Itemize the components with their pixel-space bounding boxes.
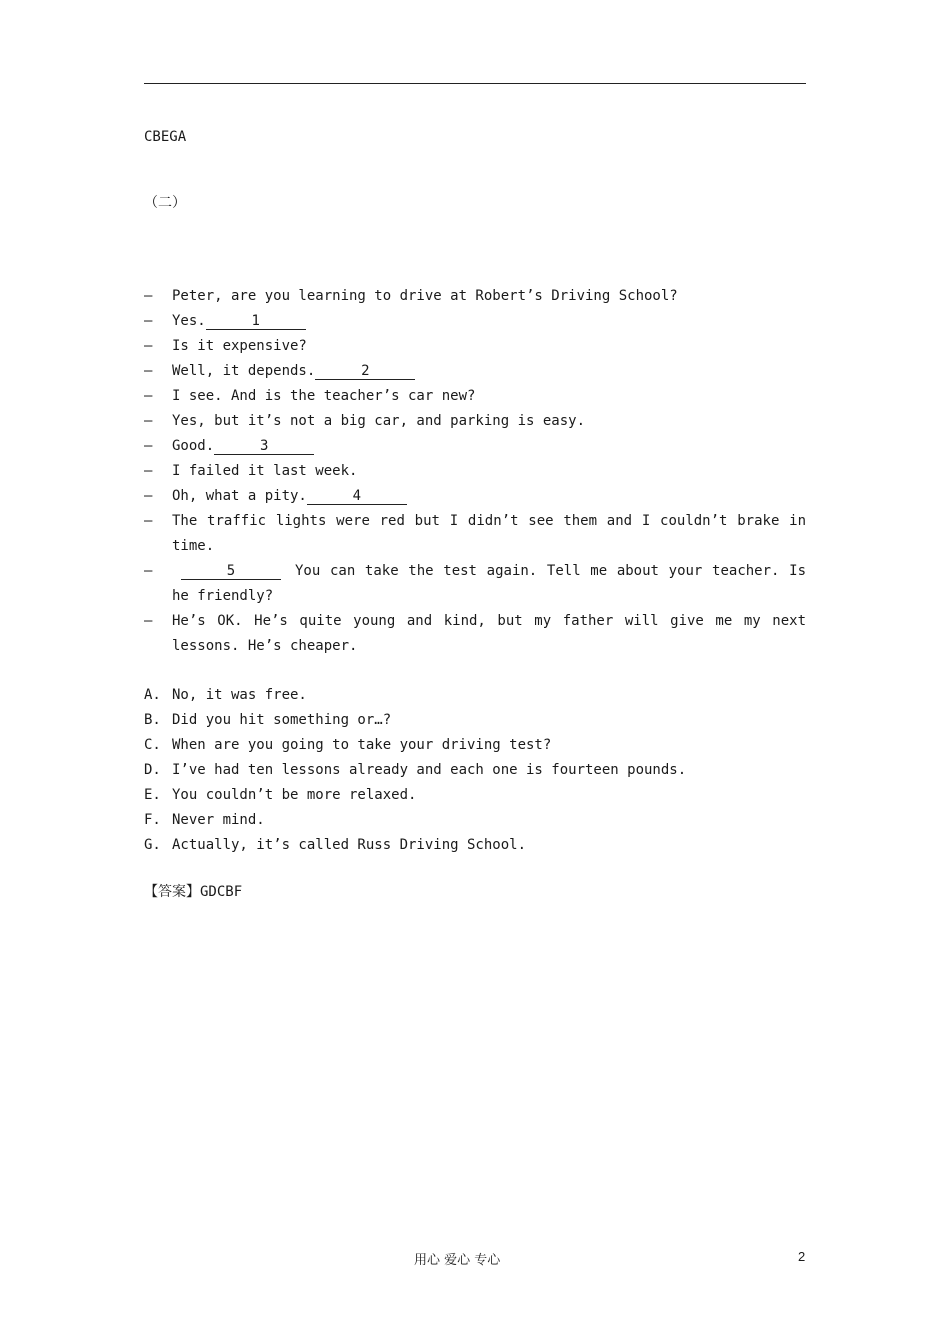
dialog-dash: — bbox=[144, 613, 153, 629]
dialog-line bbox=[144, 434, 806, 459]
dialog-text: You can take the test again. Tell me about your teacher. Is he friendly? bbox=[172, 563, 806, 604]
dialog-line bbox=[144, 284, 806, 309]
dialog-text: Oh, what a pity. bbox=[172, 488, 307, 504]
dialog-dash: — bbox=[144, 413, 153, 429]
option-text: You couldn’t be more relaxed. bbox=[172, 787, 417, 803]
dialog-text: Well, it depends. bbox=[172, 363, 316, 379]
option-letter: D. bbox=[144, 762, 161, 778]
dialog-line bbox=[144, 484, 806, 509]
dialog-dash: — bbox=[144, 313, 153, 329]
dialog bbox=[144, 284, 806, 659]
answer-value: GDCBF bbox=[200, 884, 243, 900]
options-list bbox=[144, 683, 806, 858]
page-number: 2 bbox=[798, 1249, 806, 1264]
option-e bbox=[144, 783, 806, 808]
option-text: Did you hit something or…? bbox=[172, 712, 392, 728]
dialog-dash: — bbox=[144, 288, 153, 304]
option-d bbox=[144, 758, 806, 783]
option-letter: A. bbox=[144, 687, 161, 703]
dialog-text: Yes, but it’s not a big car, and parking is easy. bbox=[172, 413, 586, 429]
dialog-line bbox=[144, 509, 806, 559]
option-c bbox=[144, 733, 806, 758]
option-b bbox=[144, 708, 806, 733]
dialog-text: I see. And is the teacher’s car new? bbox=[172, 388, 476, 404]
previous-answer: CBEGA bbox=[144, 129, 187, 145]
footer-text: 用心 爱心 专心 bbox=[414, 1253, 501, 1268]
option-f bbox=[144, 808, 806, 833]
dialog-dash: — bbox=[144, 363, 153, 379]
option-text: No, it was free. bbox=[172, 687, 307, 703]
option-letter: E. bbox=[144, 787, 161, 803]
answer-blank-1[interactable]: 1 bbox=[206, 313, 306, 330]
dialog-dash: — bbox=[144, 488, 153, 504]
dialog-line bbox=[144, 459, 806, 484]
section-label: （二） bbox=[144, 195, 186, 211]
dialog-line bbox=[144, 559, 806, 609]
dialog-text: Good. bbox=[172, 438, 215, 454]
answer-blank-5[interactable]: 5 bbox=[181, 563, 281, 580]
dialog-line bbox=[144, 409, 806, 434]
dialog-dash: — bbox=[144, 513, 153, 529]
option-text: Never mind. bbox=[172, 812, 265, 828]
answer-blank-3[interactable]: 3 bbox=[214, 438, 314, 455]
dialog-dash: — bbox=[144, 463, 153, 479]
option-letter: B. bbox=[144, 712, 161, 728]
dialog-text: I failed it last week. bbox=[172, 463, 358, 479]
answer-label: 【答案】 bbox=[144, 884, 200, 900]
option-g bbox=[144, 833, 806, 858]
option-letter: F. bbox=[144, 812, 161, 828]
answer bbox=[144, 881, 242, 903]
option-text: When are you going to take your driving test? bbox=[172, 737, 552, 753]
answer-blank-2[interactable]: 2 bbox=[315, 363, 415, 380]
dialog-dash: — bbox=[144, 563, 153, 579]
option-text: Actually, it’s called Russ Driving School. bbox=[172, 837, 527, 853]
dialog-dash: — bbox=[144, 438, 153, 454]
dialog-text: Is it expensive? bbox=[172, 338, 307, 354]
dialog-dash: — bbox=[144, 388, 153, 404]
dialog-line bbox=[144, 384, 806, 409]
option-a bbox=[144, 683, 806, 708]
dialog-text: Peter, are you learning to drive at Robert’s Driving School? bbox=[172, 288, 678, 304]
answer-blank-4[interactable]: 4 bbox=[307, 488, 407, 505]
dialog-line bbox=[144, 309, 806, 334]
header-rule bbox=[144, 83, 806, 84]
option-letter: C. bbox=[144, 737, 161, 753]
dialog-line bbox=[144, 334, 806, 359]
option-text: I’ve had ten lessons already and each one is fourteen pounds. bbox=[172, 762, 687, 778]
dialog-text: He’s OK. He’s quite young and kind, but my father will give me my next lessons. He’s cheaper. bbox=[172, 613, 806, 654]
dialog-line bbox=[144, 359, 806, 384]
dialog-text: Yes. bbox=[172, 313, 206, 329]
dialog-text: The traffic lights were red but I didn’t see them and I couldn’t brake in time. bbox=[172, 513, 806, 554]
dialog-dash: — bbox=[144, 338, 153, 354]
option-letter: G. bbox=[144, 837, 161, 853]
dialog-line bbox=[144, 609, 806, 659]
